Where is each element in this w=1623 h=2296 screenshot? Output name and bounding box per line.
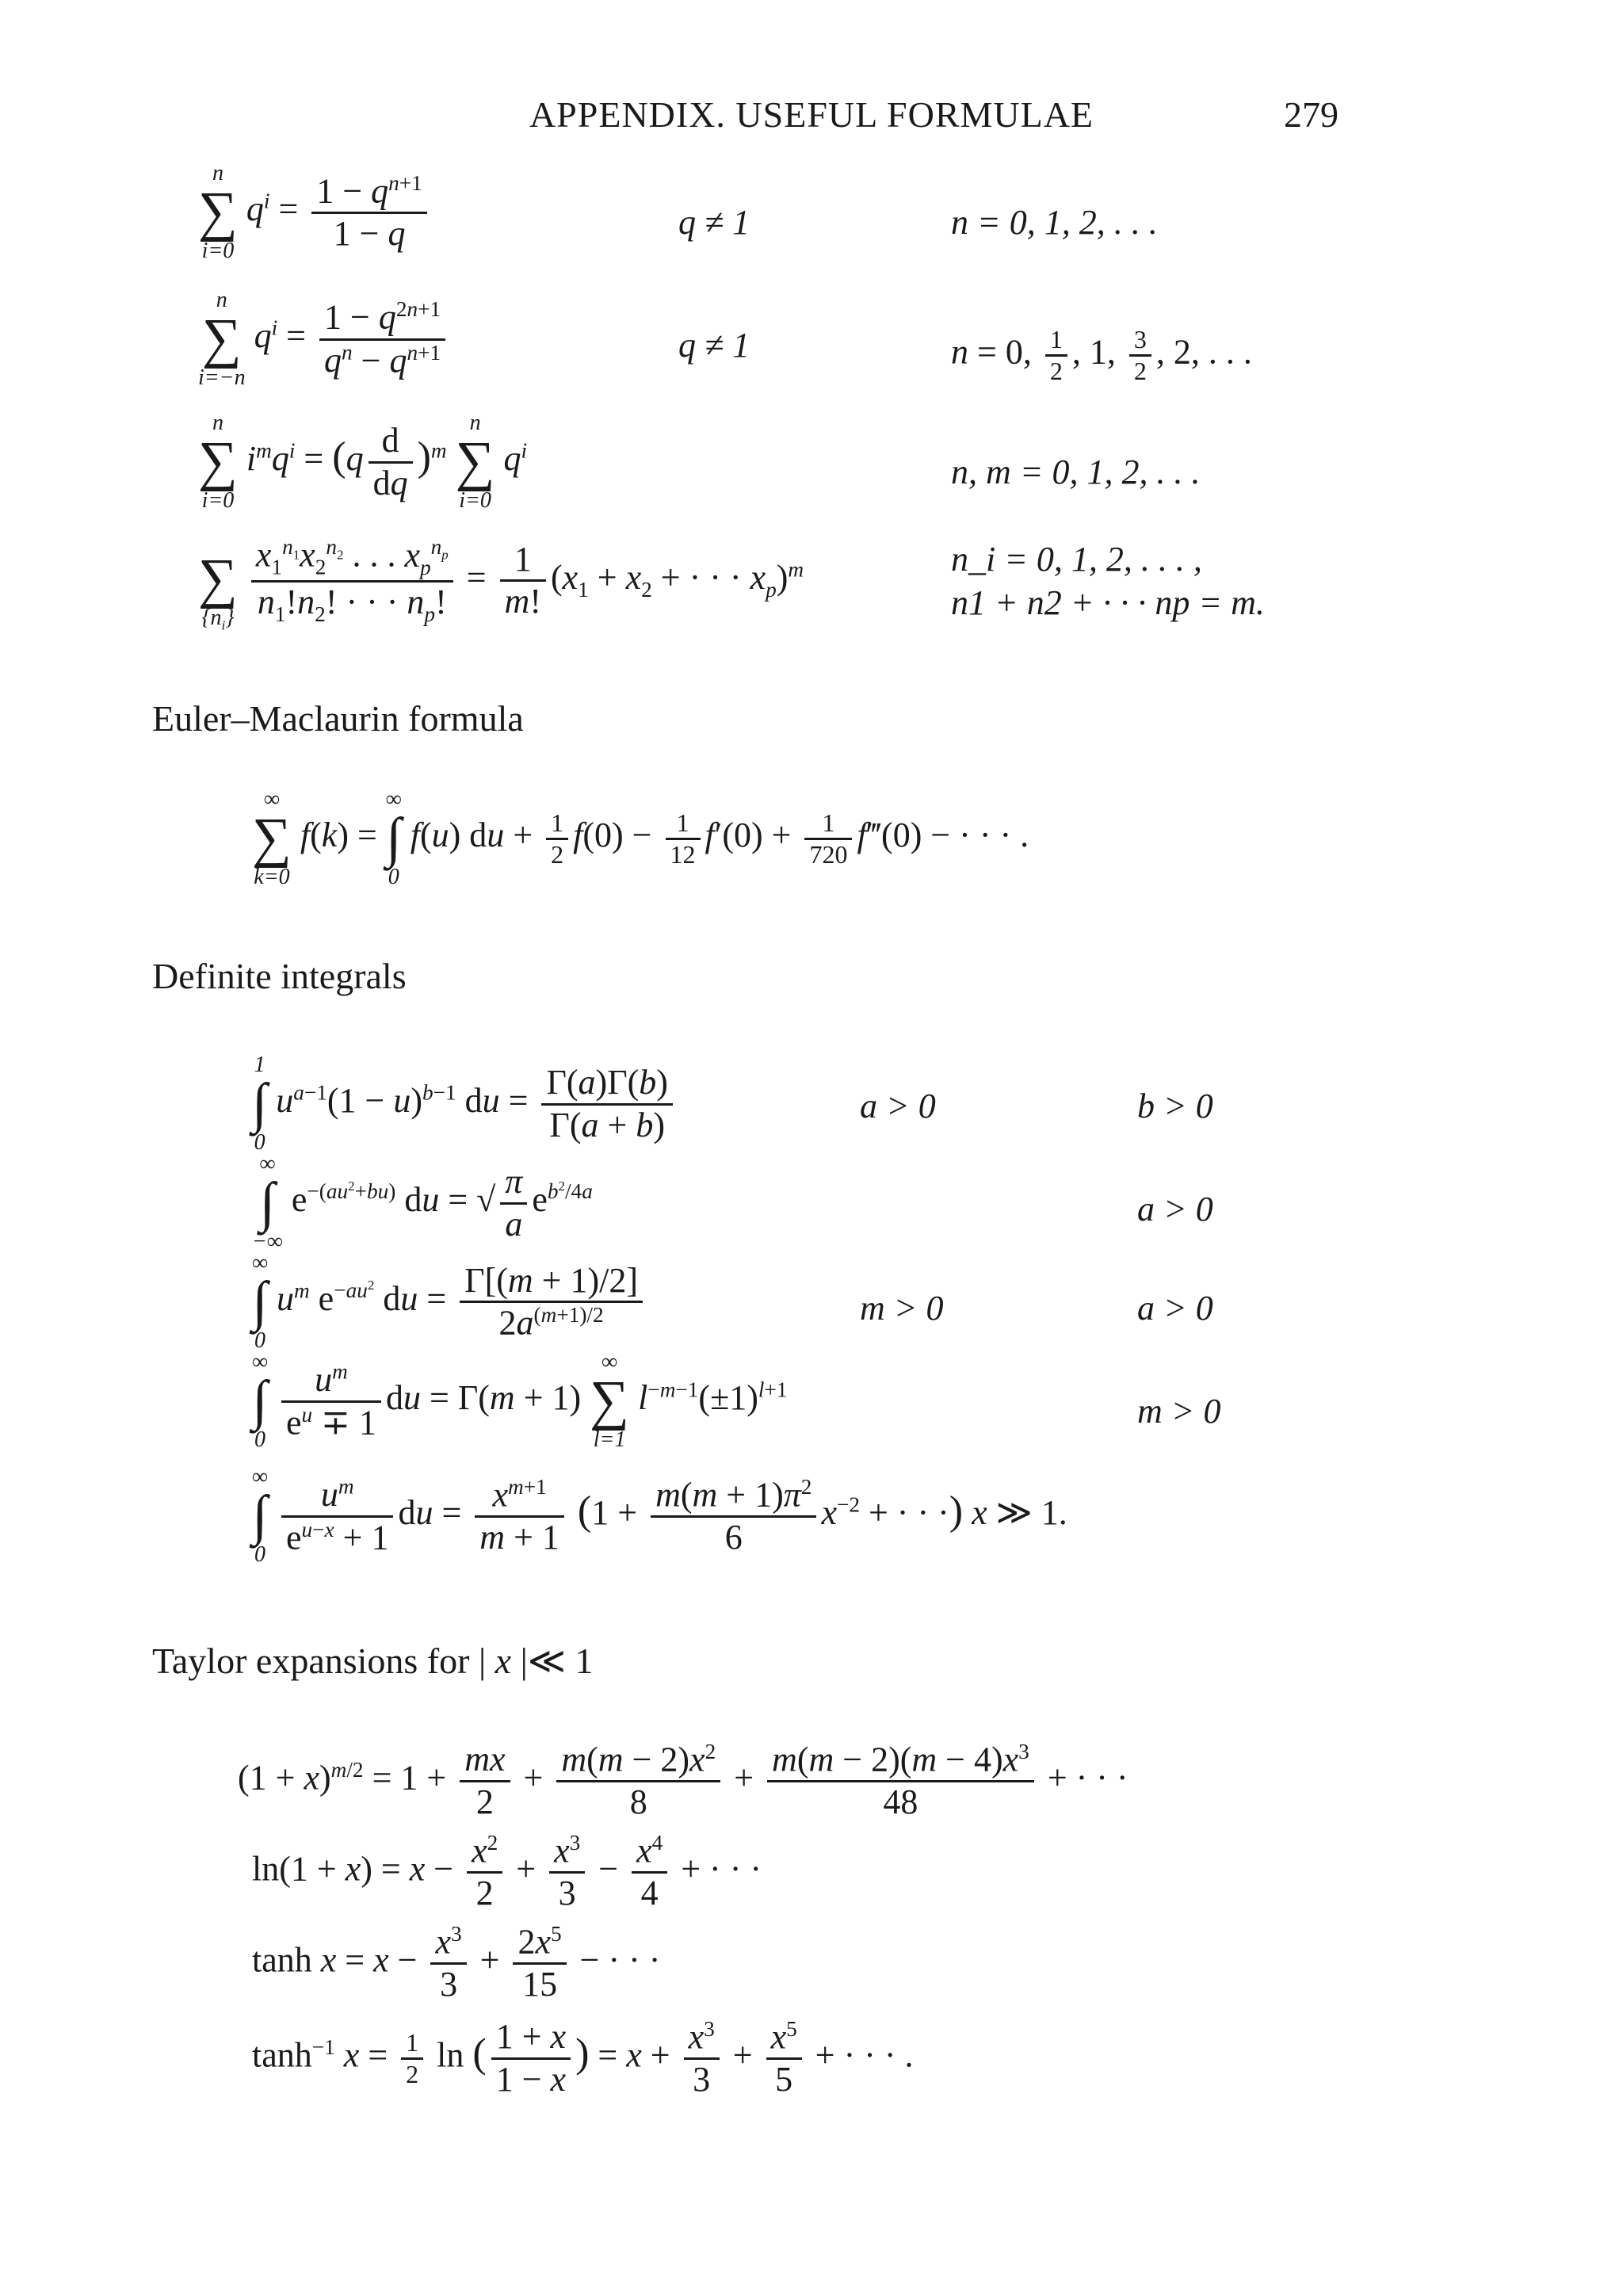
integral3-cond1: m > 0 — [860, 1289, 944, 1328]
euler-maclaurin-formula: ∞ ∑ k=0 f(k) = ∞ ∫ 0 f(u) du + $\frac{1}{2}$ f(0) − $\frac{1}{12}$ f′(0) + $\frac{1}{720}$ f‴(0) − · · · . — [252, 787, 1029, 889]
sum3-cond: n, m = 0, 1, 2, . . . — [951, 453, 1201, 491]
integral4-cond: m > 0 — [1137, 1392, 1221, 1431]
integral3-cond2: a > 0 — [1137, 1289, 1213, 1328]
sum-multinomial: ∑ $\{n_i\}$ $\frac{x_1^{n_1}x_2^{n_2} . . . x_p^{n_p}}{n_1!n_2! \cdot \cdot \cdot n_p!}$ = $\frac{1}{m!}$ ($x_1 + x_2$ + · · · $x_p)^m$ — [198, 535, 804, 633]
heading-euler-maclaurin: Euler–Maclaurin formula — [152, 698, 524, 739]
taylor-tanh: tanh x = x − $\frac{x^3}{3}$ + $\frac{2x^5}{15}$ − · · · — [252, 1922, 661, 2004]
integral-gaussian: ∞ ∫ −∞ $e^{-(au^2+bu)}$ du = √ $\frac{\pi}{a}$ $e^{b^2/4a}$ — [252, 1152, 593, 1254]
header-title: APPENDIX. USEFUL FORMULAE — [529, 94, 1094, 135]
sum-derivative: n ∑ i=0 $i^mq^i = (q$ $\frac{d}{dq}$ )$^m$ n ∑ i=0 $q^i$ — [198, 411, 528, 513]
integral2-cond: a > 0 — [1137, 1190, 1213, 1228]
sum4-cond1: n_i = 0, 1, 2, . . . , — [951, 540, 1202, 579]
page-number: 279 — [1284, 94, 1338, 135]
sum-geometric: n ∑ i=0 $q^i$ = $\frac{1 - q^{n+1}}{1 - q}$ — [198, 162, 432, 262]
taylor-binomial: $(1 + x)^{m/2} = 1$ + $\frac{mx}{2}$ + $\frac{m(m - 2)x^2}{8}$ + $\frac{m(m - 2)(m - 4)x^3}{48}$ + · · · — [238, 1740, 1128, 1822]
sum-symmetric: n ∑ i=−n $q^i$ = $\frac{1 - q^{2n+1}}{q^n - q^{n+1}}$ — [198, 289, 450, 389]
heading-definite-integrals: Definite integrals — [152, 956, 407, 996]
integral-beta: 1 ∫ 0 $u^{a-1}(1 - u)^{b-1}$ du = $\frac{\Gamma(a)\Gamma(b)}{\Gamma(a + b)}$ — [252, 1054, 678, 1154]
sum4-cond2: n1 + n2 + · · · np = m. — [951, 583, 1265, 622]
integral1-cond2: b > 0 — [1137, 1087, 1213, 1125]
taylor-artanh: $\tanh^{-1} x$ = $\frac{1}{2}$ ln ( $\frac{1 + x}{1 - x}$ ) = x + $\frac{x^3}{3}$ + $\frac{x^5}{5}$ + · · · . — [252, 2017, 914, 2099]
heading-taylor: Taylor expansions for | x |≪ 1 — [152, 1641, 594, 1681]
sum1-cond1: q ≠ 1 — [678, 203, 750, 242]
integral-moment: ∞ ∫ 0 $u^m$ $e^{-au^2}$ du = $\frac{\Gamma[(m + 1)/2]}{2a^{(m+1)/2}}$ — [252, 1252, 647, 1352]
sum2-cond1: q ≠ 1 — [678, 326, 750, 365]
integral1-cond1: a > 0 — [860, 1087, 936, 1125]
integral-bose-fermi: ∞ ∫ 0 $\frac{u^m}{e^u \mp 1}$ du = Γ(m + 1) ∞ ∑ l=1 $l^{-m-1}(\pm 1)^{l+1}$ — [252, 1350, 788, 1452]
integral-sommerfeld: ∞ ∫ 0 $\frac{u^m}{e^{u-x} + 1}$ du = $\frac{x^{m+1}}{m + 1}$ (1 + $\frac{m(m + 1)\pi^2}{6}$ $x^{-2}$ + · · ·) x ≫ 1. — [252, 1465, 1067, 1567]
taylor-log: ln(1 + x) = x − $\frac{x^2}{2}$ + $\frac{x^3}{3}$ − $\frac{x^4}{4}$ + · · · — [252, 1831, 762, 1913]
sum2-cond2: n = 0, $\frac{1}{2}$ , 1, $\frac{3}{2}$ , 2, . . . — [951, 325, 1252, 385]
sum1-cond2: n = 0, 1, 2, . . . — [951, 203, 1158, 242]
